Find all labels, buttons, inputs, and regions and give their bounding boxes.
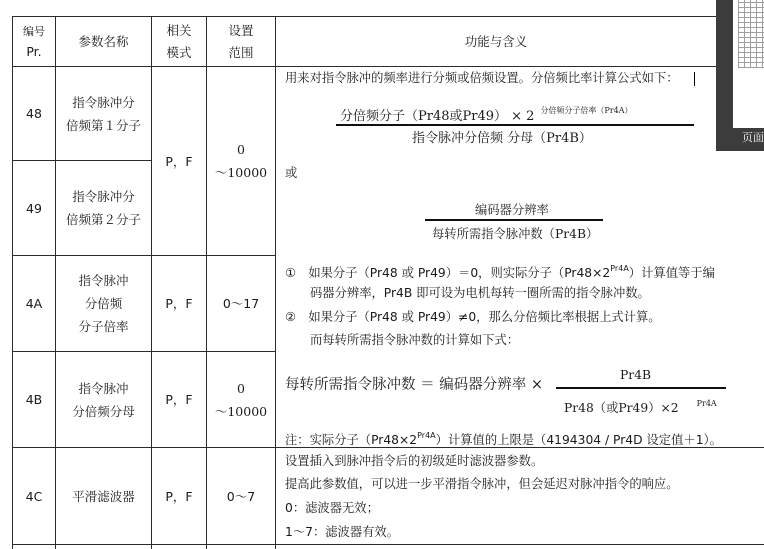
formula1-numerator [340, 103, 633, 125]
note1-text-a: ① 如果分子（Pr48 或 Pr49）＝0，则实际分子（Pr48×2 [285, 266, 611, 280]
upper-limit-text-b: ）计算值的上限是（4194304 / Pr4D 设定值＋1）。 [435, 433, 722, 447]
formula1-fraction-line [336, 124, 694, 126]
header-name: 参数名称 [78, 34, 129, 49]
row-4b-name-line1: 指令脉冲 [78, 380, 129, 396]
formula2-denominator: 每转所需指令脉冲数（Pr4B） [432, 227, 599, 241]
row-49-name-line1: 指令脉冲分 [72, 189, 135, 204]
header-range [207, 17, 275, 66]
row-4a-mode: P，F [165, 296, 193, 311]
filter-desc-line1: 设置插入到脉冲指令后的初级延时滤波器参数。 [285, 454, 544, 468]
row-4b-name [56, 352, 151, 447]
header-range-line2: 范围 [228, 44, 254, 60]
row-4b-range [207, 352, 275, 447]
range-line1: 0 [237, 380, 245, 396]
formula3-lhs: 每转所需指令脉冲数 ＝ 编码器分辨率 × [285, 377, 543, 393]
note2-line1: ② 如果分子（Pr48 或 Pr49）≠0，那么分倍频比率根据上式计算。 [285, 310, 661, 324]
upper-limit-note [285, 428, 722, 448]
header-func: 功能与含义 [464, 34, 528, 49]
row-divider [12, 544, 764, 545]
upper-limit-text-a: 注：实际分子（Pr48×2 [285, 433, 418, 447]
table-divider [275, 16, 276, 549]
note1-line2: 码器分辨率，Pr4B 即可设为电机每转一圈所需的指令脉冲数。 [310, 286, 650, 300]
row-4a-num: 4A [25, 296, 43, 311]
row-4a-range: 0～17 [222, 296, 260, 311]
page-thumbnail-table-preview [738, 0, 764, 68]
range-line1: 0 [237, 142, 245, 157]
row-4c-name: 平滑滤波器 [72, 488, 135, 504]
header-mode [152, 17, 206, 66]
upper-limit-exponent: Pr4A [417, 431, 436, 440]
note1-text-b: ）计算值等于编 [628, 266, 715, 280]
header-mode-line1: 相关 [166, 22, 192, 38]
row-4c-num: 4C [25, 488, 43, 504]
row-48-num: 48 [26, 106, 42, 121]
row-4a-name [56, 256, 151, 351]
formula3-exponent: Pr4A [696, 399, 717, 408]
row-48-name [56, 67, 151, 160]
row-4b-num: 4B [25, 392, 43, 407]
row-49-name [56, 161, 151, 255]
row-49-num: 49 [26, 200, 42, 216]
row-48-name-line1: 指令脉冲分 [72, 94, 135, 110]
func-intro: 用来对指令脉冲的频率进行分频或倍频设置。分倍频比率计算公式如下： [285, 71, 679, 85]
row-4a-name-line2: 分倍频 [84, 296, 123, 311]
row-4c-mode: P，F [165, 488, 193, 504]
formula1-numerator-text: 分倍频分子（Pr48或Pr49） × 2 [340, 109, 535, 124]
formula2-fraction-line [425, 219, 603, 221]
row-4c-range: 0～7 [226, 488, 256, 504]
func-or: 或 [285, 166, 298, 180]
formula2-numerator: 编码器分辨率 [475, 203, 549, 217]
row-4a-name-line3: 分子倍率 [78, 319, 129, 334]
range-line2: ～10000 [214, 403, 268, 419]
filter-desc-line2: 提高此参数值，可以进一步平滑指令脉冲，但会延迟对脉冲指令的响应。 [285, 477, 679, 491]
formula1-denominator: 指令脉冲分倍频 分母（Pr4B） [412, 131, 592, 146]
text-cursor [694, 72, 695, 86]
formula3-denominator [564, 396, 717, 416]
row-4b-mode: P，F [165, 392, 193, 407]
header-num [13, 17, 55, 66]
row-48-name-line2: 倍频第１分子 [65, 117, 141, 133]
row-48-49-range [207, 67, 275, 255]
formula3-fraction-line [556, 387, 726, 389]
header-num-line2: Pr. [26, 43, 42, 59]
header-mode-line2: 模式 [166, 44, 192, 60]
header-range-line1: 设置 [228, 22, 254, 38]
page-thumbnail-label: 页面 [742, 131, 764, 144]
row-49-name-line2: 倍频第２分子 [65, 212, 141, 227]
row-4b-name-line2: 分倍频分母 [72, 403, 135, 419]
formula3-numerator: Pr4B [620, 368, 652, 382]
note1-exponent: Pr4A [610, 264, 629, 273]
row-4a-name-line1: 指令脉冲 [78, 273, 129, 288]
formula1-exponent: 分倍频分子倍率（Pr4A） [540, 106, 633, 115]
note2-line2: 而每转所需指令脉冲数的计算如下式： [310, 333, 520, 347]
note1-line1 [285, 261, 715, 281]
filter-desc-line4: 1～7：滤波器有效。 [285, 525, 400, 539]
formula3-denominator-text: Pr48（或Pr49）×2 [564, 401, 679, 415]
filter-desc-line3: 0：滤波器无效； [285, 501, 379, 515]
header-num-line1: 编号 [23, 24, 45, 38]
range-line2: ～10000 [214, 165, 268, 180]
row-48-49-mode: P，F [165, 153, 193, 169]
